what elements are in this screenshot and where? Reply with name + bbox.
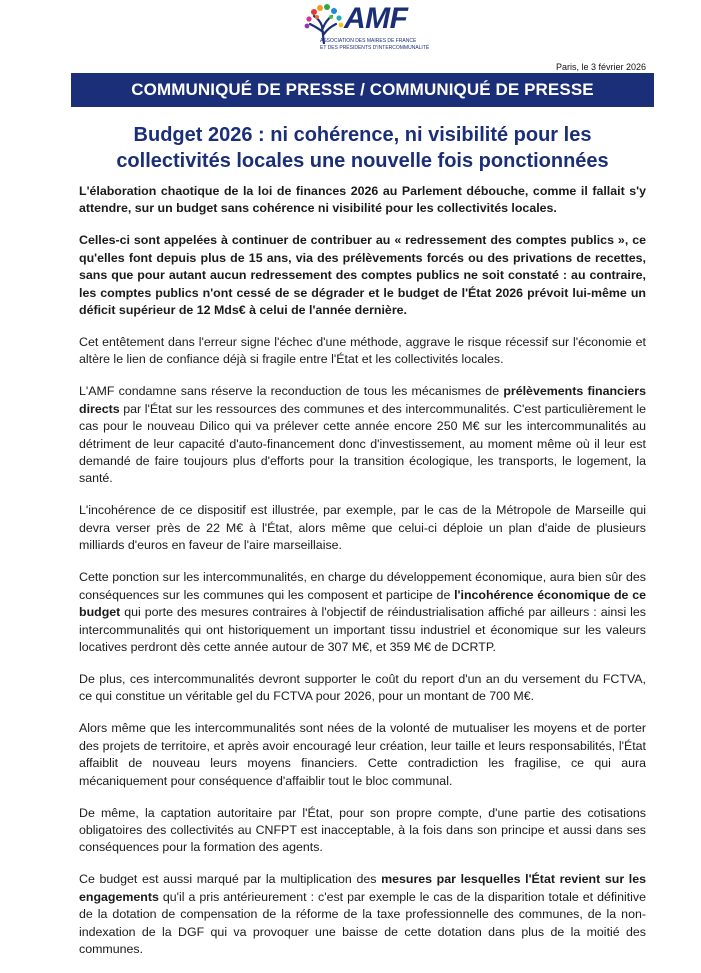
paragraph-engagements [79, 871, 646, 958]
paragraph-contribution: Celles-ci sont appelées à continuer de contribuer au « redressement des comptes publics », ce qu'elles font depuis plus de 15 ans, via des prélèvements forcés ou des privations de recettes, sans que pour autant aucun redressement des comptes publics ne soit constaté : au contraire, les comptes publics n'ont cessé de se dégrader et le budget de l'État 2026 prévoit lui-même un déficit supérieur de 12 Mds€ à celui de l'année dernière. [79, 233, 646, 318]
dateline: Paris, le 3 février 2026 [555, 62, 646, 72]
document-body [79, 183, 646, 973]
paragraph-intro: L'élaboration chaotique de la loi de finances 2026 au Parlement débouche, comme il fallait s'y attendre, sur un budget sans cohérence ni visibilité pour les collectivités locales. [79, 184, 646, 216]
paragraph-method: Cet entêtement dans l'erreur signe l'échec d'une méthode, aggrave le risque récessif sur l'économie et altère le lien de confiance déjà si fragile entre l'État et les collectivités locales. [79, 335, 646, 367]
logo-subtitle-line-1: ASSOCIATION DES MAIRES DE FRANCE [320, 38, 417, 44]
paragraph-prelevements [79, 383, 646, 487]
paragraph-incoherence-emphasis: l'incohérence économique de ce budget [79, 587, 646, 620]
press-release-banner: COMMUNIQUÉ DE PRESSE / COMMUNIQUÉ DE PRESSE [71, 73, 654, 107]
paragraph-prelevements-text-c: par l'État sur les ressources des communes et des intercommunalités. C'est particulièrement le cas pour le nouveau Dilico qui va prélever cette année encore 250 M€ sur les intercommunalités au détriment de leur capacité d'auto-financement donc d'investissement, au moment même où il leur est demandé de faire toujours plus d'efforts pour la transition écologique, les transports, le logement, la santé. [79, 401, 646, 486]
paragraph-incoherence-text-a: Cette ponction sur les intercommunalités, en charge du développement économique, aura bien sûr des conséquences sur les communes qui les composent et participe de [79, 570, 646, 602]
logo-title: AMF [344, 2, 408, 35]
paragraph-engagements-emphasis: mesures par lesquelles l'État revient sur les engagements [79, 872, 646, 904]
paragraph-incoherence-text-c: qui porte des mesures contraires à l'objectif de réindustrialisation affiché par ailleurs : ainsi les intercommunalités qui ont historiquement un important tissu industriel et économique sur les valeurs locatives perdront dès cette année autour de 307 M€, et 359 M€ de DCRTP. [79, 605, 646, 654]
paragraph-cnfpt: De même, la captation autoritaire par l'État, pour son propre compte, d'une partie des cotisations obligatoires des collectivités au CNFPT est inacceptable, à la fois dans son principe et aussi dans ses conséquences pour la formation des agents. [79, 805, 646, 855]
paragraph-engagements-text-c: qu'il a pris antérieurement : c'est par exemple le cas de la disparition totale et définitive de la dotation de compensation de la réforme de la taxe professionnelle des communes, de la non-indexation de la DGF qui va provoquer une baisse de cette dotation dans plus de la moitié des communes. [79, 889, 646, 956]
paragraph-marseille: L'incohérence de ce dispositif est illustrée, par exemple, par le cas de la Métropole de Marseille qui devra verser près de 22 M€ à l'État, alors même que celui-ci déploie un plan d'aide de plusieurs milliards d'euros en faveur de l'aire marseillaise. [79, 503, 646, 553]
logo-subtitle-line-2: ET DES PRÉSIDENTS D'INTERCOMMUNALITÉ [320, 45, 430, 51]
paragraph-fctva: De plus, ces intercommunalités devront supporter le coût du report d'un an du versement du FCTVA, ce qui constitue un véritable gel du FCTVA pour 2026, pour un montant de 700 M€. [79, 671, 646, 704]
paragraph-engagements-text-a: Ce budget est aussi marqué par la multiplication des [79, 872, 382, 887]
paragraph-intercommunalites: Alors même que les intercommunalités sont nées de la volonté de mutualiser les moyens et de porter des projets de territoire, et après avoir encouragé leur création, leur taille et leurs responsabilités, l'État affaiblit de nouveau leurs moyens financiers. Cette contradiction les fragilise, ce qui aura mécaniquement pour conséquence d'affaiblir tout le bloc communal. [79, 721, 646, 788]
paragraph-prelevements-emphasis: prélèvements financiers directs [79, 384, 646, 416]
paragraph-incoherence [79, 569, 646, 656]
page-title: Budget 2026 : ni cohérence, ni visibilité pour les collectivités locales une nouvelle fois ponctionnées [116, 124, 609, 172]
paragraph-prelevements-text-a: L'AMF condamne sans réserve la reconduction de tous les mécanismes de [79, 384, 504, 399]
